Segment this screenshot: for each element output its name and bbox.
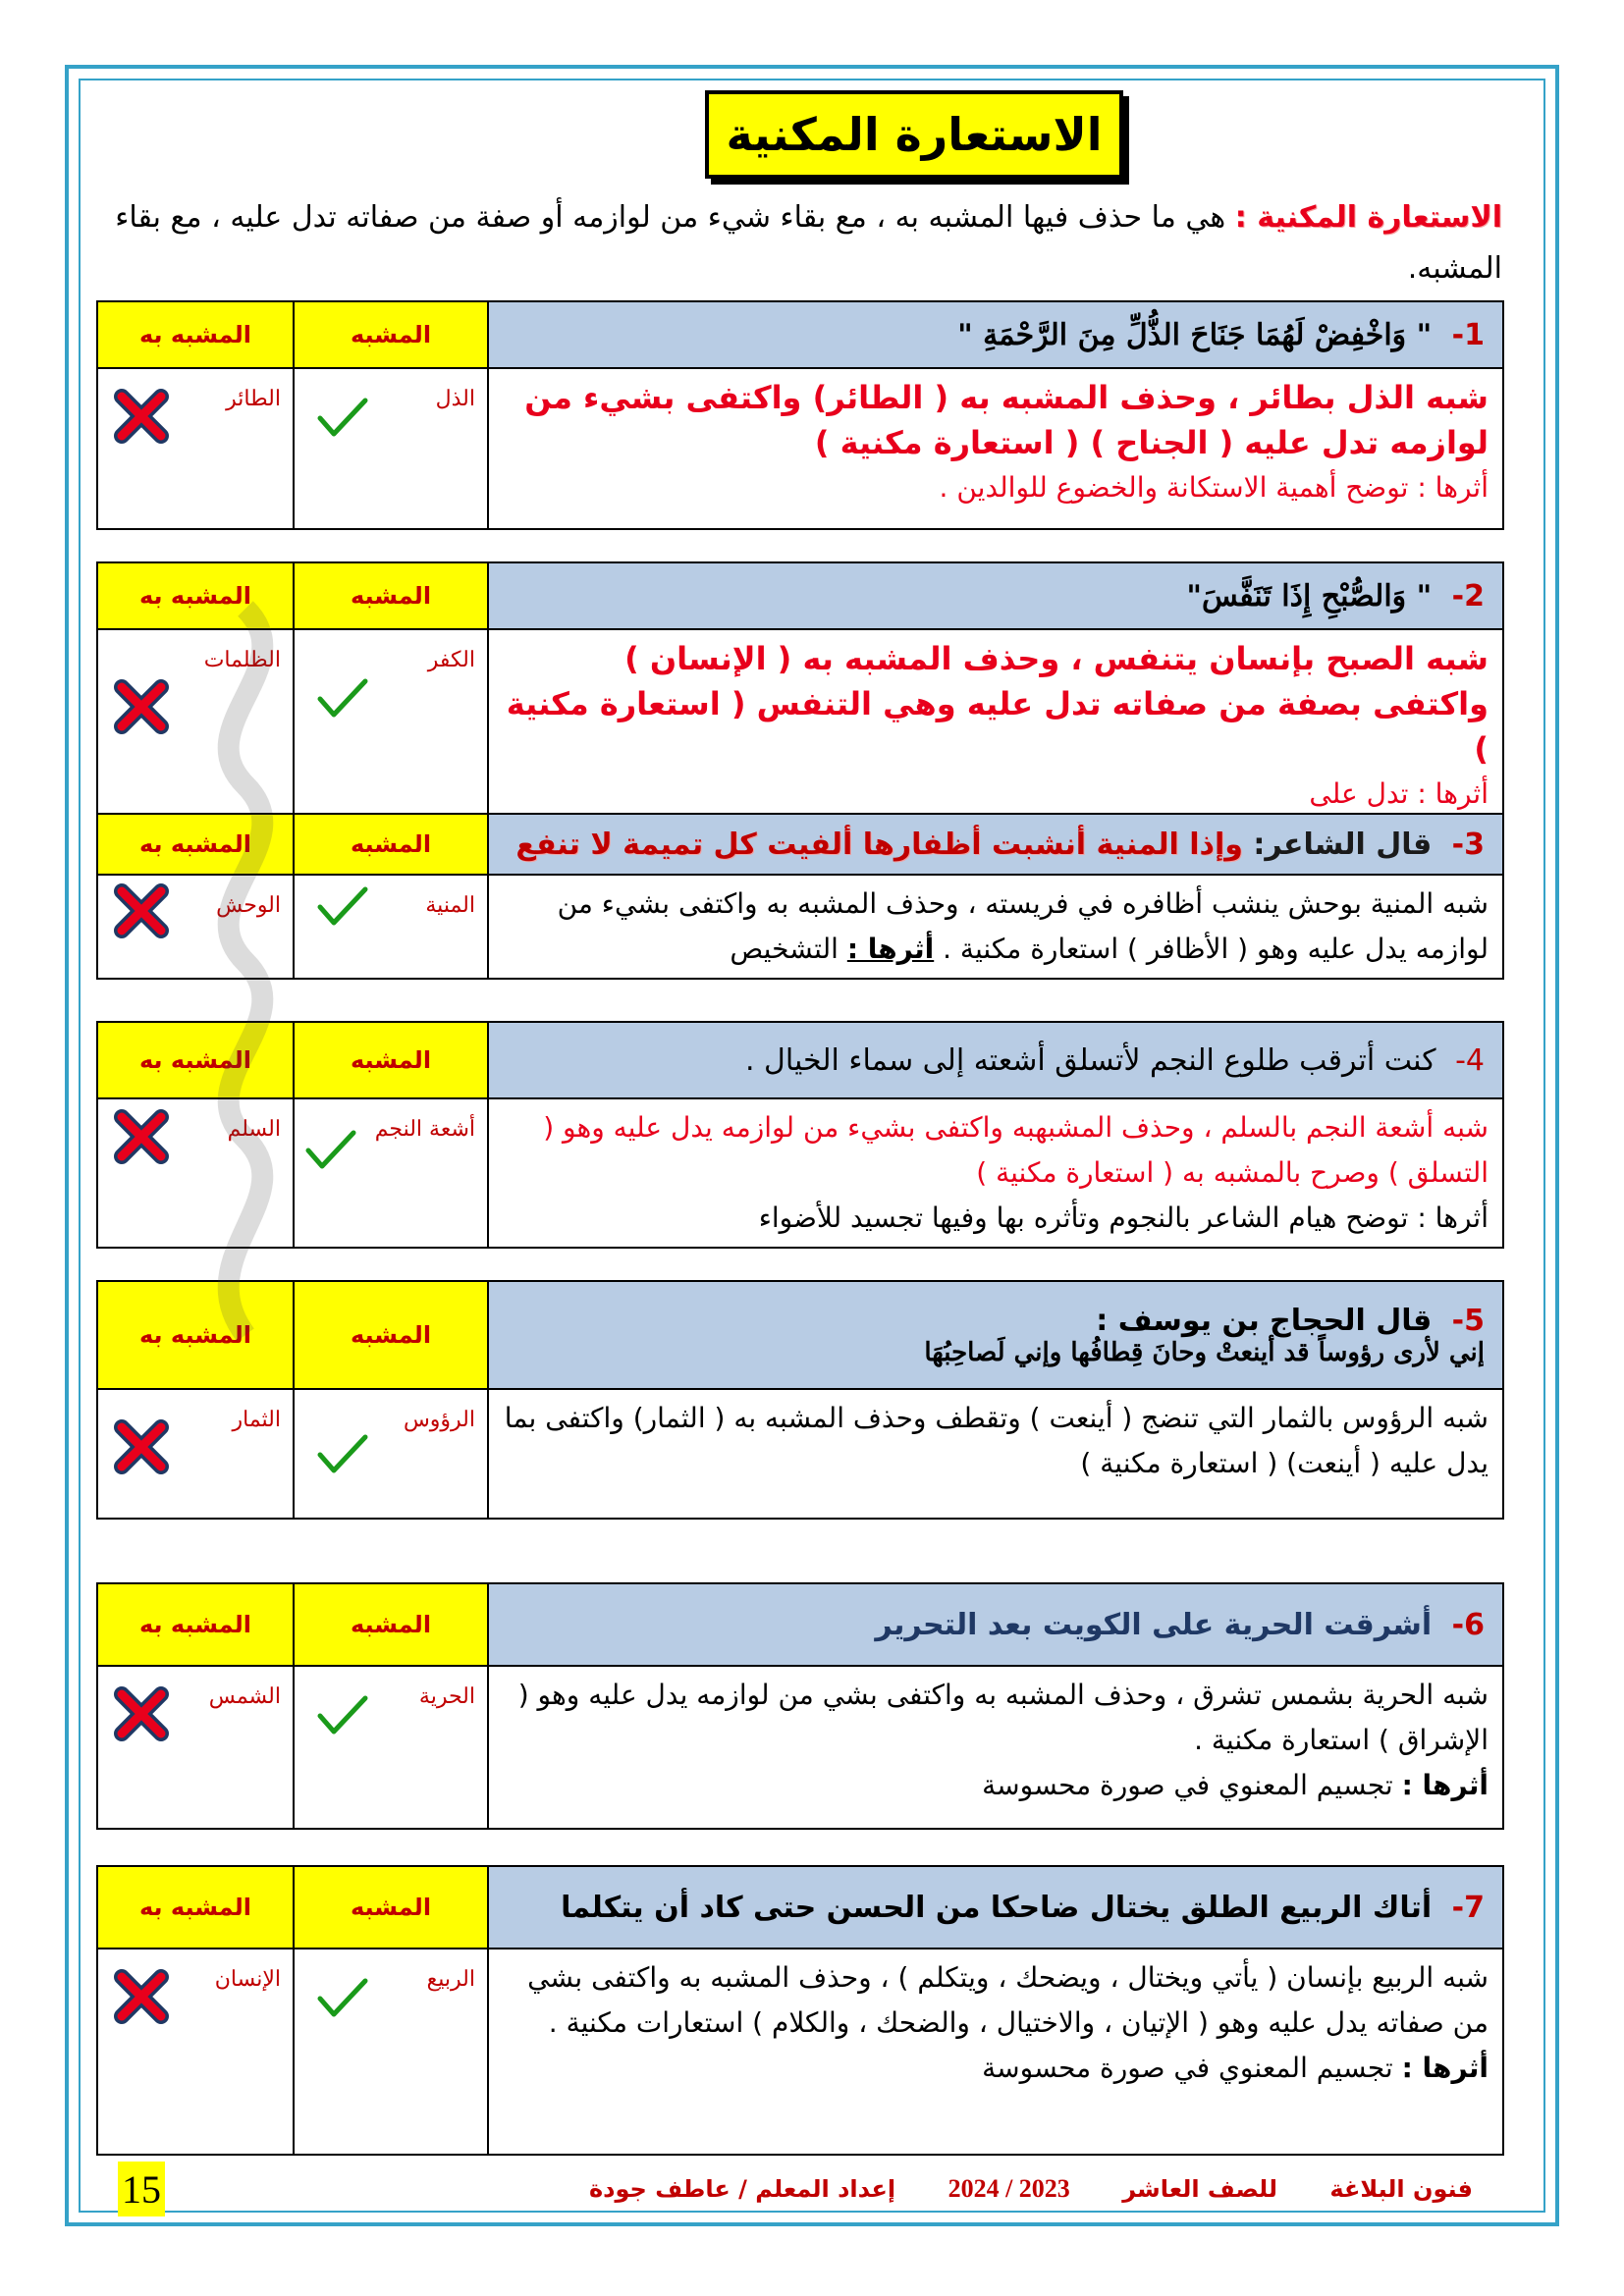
- watermark-graphic: [157, 589, 334, 1374]
- explanation-text: شبه الحرية بشمس تشرق ، وحذف المشبه به واكتفى بشي من لوازمه يدل عليه وهو ( الإشراق ) استعارة مكنية .: [517, 1679, 1489, 1756]
- cross-icon: [112, 1417, 171, 1476]
- mushabbah-cell: [294, 1666, 488, 1829]
- mushabbah-label: الذل: [435, 387, 475, 411]
- effect-text: أثرها : توضح أهمية الاستكانة والخضوع للوالدين .: [939, 471, 1489, 504]
- explanation: [488, 629, 1503, 824]
- mushabbah-bih-header: المشبه به: [97, 562, 294, 629]
- definition-term: الاستعارة المكنية :: [1234, 200, 1502, 235]
- mushabbah-bih-cell: [97, 1666, 294, 1829]
- example-quote: كنت أترقب طلوع النجم لأتسلق أشعته إلى سماء الخيال .: [744, 1042, 1436, 1078]
- example-quote: " وَالصُّبْحِ إِذَا تَنَفَّسَ": [1186, 578, 1433, 614]
- effect-text: أثرها : تدل على: [1309, 777, 1489, 810]
- explanation-text: شبه الصبح بإنسان يتنفس ، وحذف المشبه به ( الإنسان ) واكتفى بصفة من صفاته تدل عليه وهي التنفس ( استعارة مكنية ): [506, 640, 1489, 768]
- example-quote: وإذا المنية أنشبت أظفارها ألفيت كل تميمة لا تنفع: [515, 827, 1243, 862]
- mushabbah-cell: [294, 368, 488, 529]
- example-card-1: [96, 300, 1504, 530]
- cross-icon: [112, 1684, 171, 1743]
- mushabbah-bih-label: الشمس: [208, 1684, 281, 1709]
- example-card-7: [96, 1865, 1504, 2156]
- mushabbah-label: أشعة النجم: [374, 1117, 475, 1142]
- example-heading: [488, 562, 1503, 629]
- mushabbah-header: المشبه: [294, 1866, 488, 1949]
- footer-grade: للصف العاشر: [1122, 2175, 1277, 2203]
- example-heading: [488, 301, 1503, 368]
- example-heading: [488, 1022, 1503, 1098]
- example-quote: " وَاخْفِضْ لَهُمَا جَنَاحَ الذُّلِّ مِنَ الرَّحْمَةِ ": [957, 317, 1433, 352]
- check-icon: [316, 1431, 369, 1476]
- mushabbah-bih-header: المشبه به: [97, 1866, 294, 1949]
- mushabbah-label: الكفر: [427, 648, 475, 672]
- page-title: الاستعارة المكنية: [705, 90, 1123, 179]
- example-heading: [488, 814, 1503, 875]
- explanation: [488, 368, 1503, 529]
- explanation-text: شبه الرؤوس بالثمار التي تنضج ( أينعت ) وتقطف وحذف المشبه به ( الثمار) واكتفى بما يدل عليه ( أينعت) ( استعارة مكنية ): [504, 1402, 1489, 1479]
- cross-icon: [112, 387, 171, 446]
- example-number: 6-: [1451, 1607, 1485, 1642]
- mushabbah-header: المشبه: [294, 301, 488, 368]
- mushabbah-bih-cell: [97, 1949, 294, 2155]
- effect-label: أثرها :: [846, 933, 935, 965]
- check-icon: [316, 1692, 369, 1737]
- mushabbah-header: المشبه: [294, 1583, 488, 1666]
- mushabbah-label: الرؤوس: [403, 1408, 475, 1432]
- mushabbah-bih-header: المشبه به: [97, 301, 294, 368]
- definition-text: هي ما حذف فيها المشبه به ، مع بقاء شيء من لوازمه أو صفة من صفاته تدل عليه ، مع بقاء المشبه.: [115, 200, 1502, 286]
- explanation: [488, 1949, 1503, 2155]
- explanation-text: شبه الذل بطائر ، وحذف المشبه به ( الطائر) واكتفى بشيء من لوازمه تدل عليه ( الجناح ) ( استعارة مكنية ): [524, 379, 1489, 461]
- footer-years: 2024 / 2023: [947, 2174, 1070, 2203]
- mushabbah-bih-header: المشبه به: [97, 814, 294, 875]
- example-number: 4-: [1455, 1042, 1485, 1078]
- mushabbah-bih-label: الإنسان: [214, 1967, 281, 1992]
- mushabbah-bih-label: الثمار: [232, 1408, 281, 1432]
- example-card-6: [96, 1582, 1504, 1830]
- example-prefix: قال الحجاج بن يوسف :: [1096, 1303, 1433, 1338]
- mushabbah-bih-cell: [97, 368, 294, 529]
- example-number: 1-: [1451, 317, 1485, 352]
- explanation: [488, 875, 1503, 979]
- mushabbah-bih-header: المشبه به: [97, 1022, 294, 1098]
- footer: [589, 2169, 1473, 2209]
- effect-text: التشخيص: [730, 933, 839, 965]
- mushabbah-bih-label: الظلمات: [203, 648, 281, 672]
- effect-label: أثرها :: [1401, 2052, 1489, 2084]
- mushabbah-header: المشبه: [294, 1022, 488, 1098]
- explanation-text: شبه أشعة النجم بالسلم ، وحذف المشبهبه واكتفى بشيء من لوازمه يدل عليه وهو ( التسلق ) وصرح بالمشبه به ( استعارة مكنية ): [543, 1111, 1489, 1189]
- example-heading: [488, 1281, 1503, 1389]
- explanation: [488, 1098, 1503, 1248]
- check-icon: [316, 395, 369, 440]
- explanation-text: شبه الربيع بإنسان ( يأتي ويختال ، ويضحك ، ويتكلم ) ، وحذف المشبه به واكتفى بشي من صفاته يدل عليه وهو ( الإتيان ، والاختيال ، والضحك ، والكلام ) استعارات مكنية .: [527, 1961, 1489, 2039]
- footer-author: إعداد المعلم / عاطف جودة: [589, 2175, 896, 2203]
- mushabbah-label: المنية: [425, 893, 475, 918]
- mushabbah-bih-header: المشبه به: [97, 1281, 294, 1389]
- mushabbah-header: المشبه: [294, 1281, 488, 1389]
- example-heading: [488, 1583, 1503, 1666]
- effect-label: أثرها :: [1401, 1769, 1489, 1801]
- mushabbah-bih-header: المشبه به: [97, 1583, 294, 1666]
- example-quote: إني لأرى رؤوساً قد أينعتْ وحانَ قِطافُها وإني لَصاحِبُهَا: [924, 1337, 1485, 1367]
- mushabbah-label: الحرية: [418, 1684, 475, 1709]
- mushabbah-cell: [294, 1389, 488, 1519]
- effect-text: تجسيم المعنوي في صورة محسوسة: [982, 1769, 1393, 1801]
- mushabbah-cell: [294, 1949, 488, 2155]
- example-quote: أتاك الربيع الطلق يختال ضاحكا من الحسن حتى كاد أن يتكلما: [561, 1890, 1433, 1925]
- example-quote: أشرقت الحرية على الكويت بعد التحرير: [875, 1607, 1433, 1642]
- mushabbah-header: المشبه: [294, 562, 488, 629]
- definition-paragraph: [108, 192, 1502, 294]
- example-number: 7-: [1451, 1890, 1485, 1925]
- footer-subject: فنون البلاغة: [1329, 2175, 1473, 2203]
- effect-text: تجسيم المعنوي في صورة محسوسة: [982, 2052, 1393, 2084]
- mushabbah-label: الربيع: [426, 1967, 475, 1992]
- cross-icon: [112, 1967, 171, 2026]
- example-number: 3-: [1451, 827, 1485, 862]
- mushabbah-header: المشبه: [294, 814, 488, 875]
- example-number: 5-: [1451, 1303, 1485, 1338]
- example-heading: [488, 1866, 1503, 1949]
- mushabbah-bih-label: الطائر: [226, 387, 281, 411]
- effect-text: أثرها : توضح هيام الشاعر بالنجوم وتأثره بها وفيها تجسيد للأضواء: [758, 1201, 1489, 1234]
- explanation: [488, 1666, 1503, 1829]
- page-number: 15: [118, 2162, 165, 2216]
- check-icon: [316, 1975, 369, 2020]
- explanation-text: شبه المنية بوحش ينشب أظافره في فريسته ، وحذف المشبه به واكتفى بشيء من لوازمه يدل عليه وهو ( الأظافر ) استعارة مكنية .: [557, 887, 1489, 965]
- example-number: 2-: [1451, 578, 1485, 614]
- example-prefix: قال الشاعر:: [1253, 827, 1433, 862]
- mushabbah-bih-cell: [97, 1389, 294, 1519]
- mushabbah-bih-label: الوحش: [216, 893, 281, 918]
- explanation: [488, 1389, 1503, 1519]
- mushabbah-bih-label: السلم: [227, 1117, 281, 1142]
